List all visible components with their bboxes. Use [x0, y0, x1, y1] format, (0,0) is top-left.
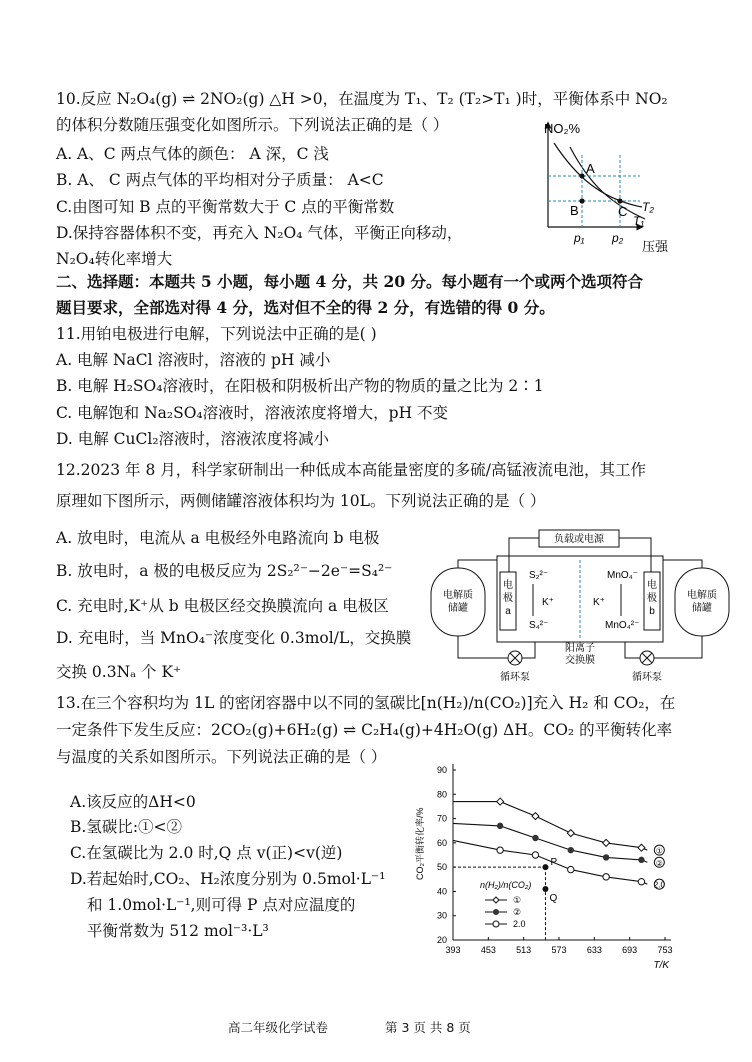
y-axis-label: CO₂平衡转化率/% — [415, 807, 425, 880]
point-q — [542, 886, 548, 892]
x-tick-label: 633 — [586, 945, 602, 955]
pump-right-label: 循环泵 — [632, 672, 662, 683]
q10-label-p2: p₂ — [612, 231, 624, 245]
pipe-left-top — [458, 560, 497, 568]
q12-battery-diagram — [425, 528, 735, 688]
q13-stem-line1: 13.在三个容积均为 1L 的密闭容器中以不同的氢碳比[n(H₂)/n(CO₂)]充入 H₂ 和 CO₂，在 — [56, 694, 676, 712]
data-point — [497, 823, 503, 829]
y-tick-label: 20 — [436, 935, 447, 945]
tank-right — [675, 568, 729, 636]
legend-label: ② — [513, 907, 522, 917]
series-end-label: ① — [655, 846, 663, 856]
data-point — [497, 847, 503, 853]
data-point — [532, 835, 538, 841]
q10-option-b: B. A、 C 两点气体的平均相对分子质量： A<C — [56, 171, 384, 189]
footer-title: 高二年级化学试卷 — [228, 1020, 329, 1035]
label-k-right: K⁺ — [593, 597, 605, 608]
q13-option-d-line1: D.若起始时,CO₂、H₂浓度分别为 0.5mol·L⁻¹ — [70, 870, 386, 888]
data-point — [497, 798, 504, 805]
q11-option-b: B. 电解 H₂SO₄溶液时，在阳极和阴极析出产物的物质的量之比为 2∶1 — [56, 377, 544, 395]
q13-option-b: B.氢碳比:①<② — [70, 818, 183, 836]
tank-right-label-1: 电解质 — [687, 590, 717, 601]
y-tick-label: 90 — [436, 765, 447, 775]
q10-point-a — [579, 173, 584, 178]
data-point — [567, 830, 574, 837]
data-point — [638, 857, 644, 863]
data-point — [638, 844, 645, 851]
wire-right — [619, 538, 651, 572]
pump-left-label: 循环泵 — [500, 672, 530, 683]
q12-stem-line1: 12.2023 年 8 月，科学家研制出一种低成本高能量密度的多硫/高锰液流电池，其工作 — [56, 461, 646, 479]
q11-option-a: A. 电解 NaCl 溶液时，溶液的 pH 减小 — [56, 351, 331, 369]
q10-option-a: A. A、C 两点气体的颜色： A 深，C 浅 — [56, 145, 329, 163]
series-end-label: ② — [655, 858, 663, 868]
y-tick-label: 70 — [436, 813, 447, 824]
data-point — [603, 854, 609, 860]
legend-label: 2.0 — [513, 919, 526, 929]
label-mno4-2: MnO₄²⁻ — [605, 620, 640, 631]
q10-stem-line1: 10.反应 N₂O₄(g) ⇌ 2NO₂(g) △H >0，在温度为 T₁、T₂ (T₂>T₁ )时，平衡体系中 NO₂ — [56, 90, 668, 108]
electrode-a-label-2: 极 — [503, 593, 513, 604]
legend-label: ① — [513, 895, 522, 905]
x-axis-label: T/K — [653, 960, 669, 971]
section-2-line1: 二、选择题：本题共 5 小题，每小题 4 分，共 20 分。每小题有一个或两个选项符合 — [56, 272, 644, 291]
q10-point-c — [617, 198, 622, 203]
electrode-b-label-3: b — [649, 606, 655, 617]
data-point — [638, 879, 644, 885]
q12-option-c: C. 充电时,K⁺从 b 电极区经交换膜流向 a 电极区 — [56, 597, 389, 615]
q13-stem-line3: 与温度的关系如图所示。下列说法正确的是（ ） — [56, 748, 387, 766]
point-p-label: P — [550, 857, 558, 869]
q10-label-t1: T₁ — [633, 214, 645, 228]
section-2-line2: 题目要求，全部选对得 4 分，选对但不全的得 2 分，有选错的得 0 分。 — [56, 298, 555, 317]
y-tick-label: 80 — [436, 789, 447, 800]
data-point — [532, 813, 539, 820]
q10-label-c: C — [618, 204, 628, 219]
q10-option-c: C.由图可知 B 点的平衡常数大于 C 点的平衡常数 — [56, 198, 395, 216]
q10-option-d-line1: D.保持容器体积不变，再充入 N₂O₄ 气体，平衡正向移动， — [56, 224, 463, 242]
x-tick-label: 573 — [551, 945, 567, 955]
q10-curve-t1 — [570, 147, 645, 219]
tank-right-label-2: 储罐 — [692, 603, 712, 614]
q10-graph — [530, 115, 690, 255]
q13-option-d-line2: 和 1.0mol·L⁻¹,则可得 P 点对应温度的 — [87, 896, 356, 914]
legend-title: n(H₂)/n(CO₂) — [480, 880, 532, 890]
q10-stem-line2: 的体积分数随压强变化如图所示。下列说法正确的是（ ） — [56, 116, 449, 134]
q12-option-a: A. 放电时，电流从 a 电极经外电路流向 b 电极 — [56, 529, 380, 547]
q13-option-d-line3: 平衡常数为 512 mol⁻³·L³ — [87, 922, 269, 940]
q10-label-a: A — [586, 161, 595, 176]
electrode-a-label-1: 电 — [503, 580, 513, 591]
q11-option-d: D. 电解 CuCl₂溶液时，溶液浓度将减小 — [56, 430, 330, 448]
point-p — [542, 864, 548, 870]
tank-left-label-1: 电解质 — [443, 590, 473, 601]
series-end-label: 2.0 — [653, 880, 665, 890]
q10-x-label: 压强 — [642, 239, 669, 254]
q10-point-b — [579, 198, 584, 203]
data-point — [603, 839, 610, 846]
y-tick-label: 50 — [436, 862, 447, 873]
x-tick-label: 693 — [622, 945, 638, 955]
membrane-label-1: 阳离子 — [565, 643, 595, 654]
legend-marker — [493, 909, 499, 915]
q10-label-t2: T₂ — [642, 200, 654, 214]
x-tick-label: 513 — [516, 945, 532, 955]
q13-option-c: C.在氢碳比为 2.0 时,Q 点 v(正)<v(逆) — [70, 844, 343, 862]
y-tick-label: 40 — [436, 886, 447, 897]
y-tick-label: 30 — [436, 910, 447, 921]
q13-option-a: A.该反应的ΔH<0 — [70, 793, 196, 811]
wire-left — [509, 538, 539, 572]
legend-marker — [493, 897, 499, 903]
data-point — [532, 852, 538, 858]
membrane-label-2: 交换膜 — [565, 655, 595, 666]
label-k-left: K⁺ — [542, 597, 554, 608]
pipe-right-top — [663, 560, 702, 568]
data-point — [568, 866, 574, 872]
electrode-b-label-2: 极 — [647, 593, 657, 604]
footer-page-number: 第 3 页 共 8 页 — [385, 1020, 471, 1035]
x-tick-label: 753 — [657, 945, 673, 955]
q10-y-label: NO₂% — [544, 121, 581, 136]
x-tick-label: 453 — [480, 945, 496, 955]
q12-stem-line2: 原理如下图所示，两侧储罐溶液体积均为 10L。下列说法正确的是（ ） — [56, 492, 546, 510]
tank-left — [431, 568, 485, 636]
load-label: 负载或电源 — [554, 534, 604, 545]
electrode-a-label-3: a — [505, 606, 511, 617]
tank-left-label-2: 储罐 — [448, 603, 468, 614]
y-tick-label: 60 — [436, 837, 447, 848]
q10-label-p1: p₁ — [574, 231, 585, 245]
q10-label-b: B — [570, 203, 579, 218]
q11-stem: 11.用铂电极进行电解，下列说法中正确的是( ) — [56, 325, 377, 343]
data-point — [603, 874, 609, 880]
q11-option-c: C. 电解饱和 Na₂SO₄溶液时，溶液浓度将增大，pH 不变 — [56, 404, 449, 422]
label-s4: S₄²⁻ — [529, 620, 549, 631]
q13-stem-line2: 一定条件下发生反应：2CO₂(g)+6H₂(g) ⇌ C₂H₄(g)+4H₂O(g) ΔH。CO₂ 的平衡转化率 — [56, 721, 673, 739]
data-point — [568, 847, 574, 853]
q13-chart — [405, 760, 685, 975]
q12-option-d-line2: 交换 0.3Nₐ 个 K⁺ — [56, 663, 182, 681]
label-s2: S₂²⁻ — [529, 570, 549, 581]
q10-option-d-line2: N₂O₄转化率增大 — [56, 250, 173, 268]
x-tick-label: 393 — [445, 945, 461, 955]
q12-option-b: B. 放电时，a 极的电极反应为 2S₂²⁻−2e⁻=S₄²⁻ — [56, 562, 393, 580]
label-mno4: MnO₄⁻ — [607, 570, 639, 581]
electrode-b-label-1: 电 — [647, 580, 657, 591]
point-q-label: Q — [549, 893, 558, 904]
legend-marker — [493, 921, 499, 927]
q12-option-d-line1: D. 充电时，当 MnO₄⁻浓度变化 0.3mol/L，交换膜 — [56, 629, 412, 647]
q10-curve-t2 — [554, 143, 642, 207]
